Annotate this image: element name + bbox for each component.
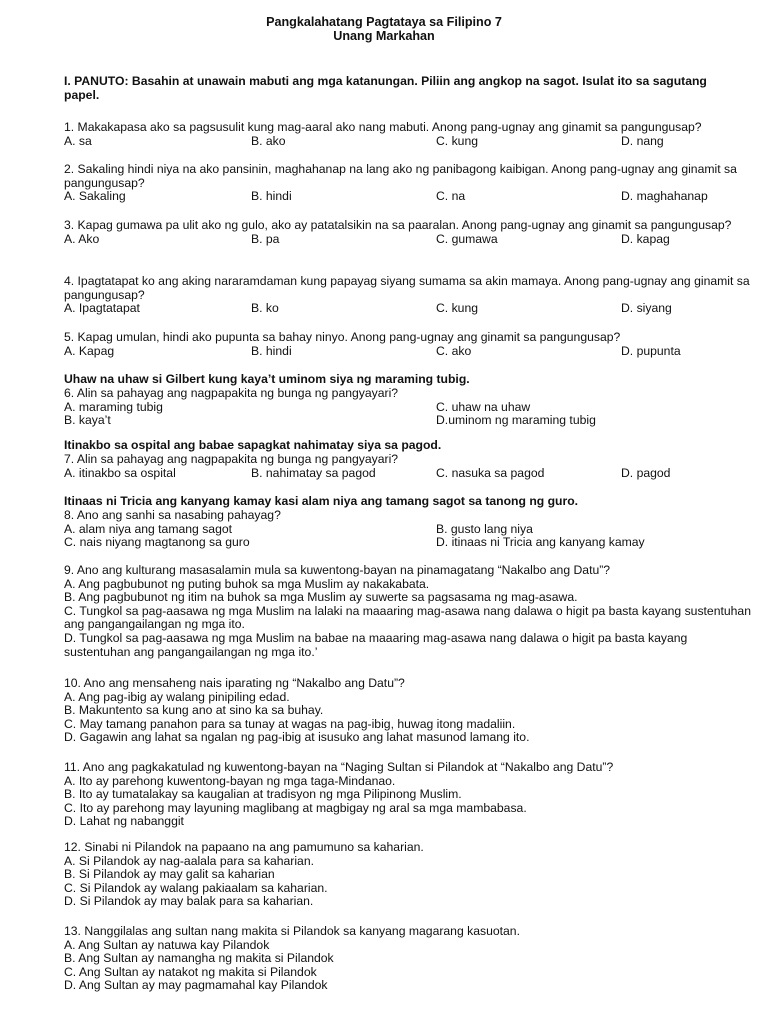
question-7-context: Itinakbo sa ospital ang babae sapagkat nahimatay siya sa pagod.	[64, 438, 442, 452]
option-d: D. Lahat ng nabanggit	[64, 814, 184, 829]
option-d: D. Si Pilandok ay may balak para sa kaharian.	[64, 894, 314, 909]
question-8	[64, 509, 754, 550]
option-d: D. itinaas ni Tricia ang kanyang kamay	[436, 535, 645, 550]
question-6-context: Uhaw na uhaw si Gilbert kung kaya’t uminom siya ng maraming tubig.	[64, 372, 470, 386]
question-stem: 4. Ipagtatapat ko ang aking nararamdaman kung papayag siyang sumama sa akin mamaya. Anong pang-ugnay ang ginamit sa pangungusap?	[64, 274, 750, 302]
option-d: D. pupunta	[621, 343, 681, 358]
question-stem: 10. Ano ang mensaheng nais iparating ng “Nakalbo ang Datu”?	[64, 676, 405, 690]
option-c: C. nasuka sa pagod	[436, 465, 545, 480]
option-a: A. Ang Sultan ay natuwa kay Pilandok	[64, 937, 270, 952]
question-stem: 9. Ano ang kulturang masasalamin mula sa kuwentong-bayan na pinamagatang “Nakalbo ang Datu”?	[64, 563, 611, 577]
question-stem: 5. Kapag umulan, hindi ako pupunta sa bahay ninyo. Anong pang-ugnay ang ginamit sa pangungusap?	[64, 330, 621, 344]
options-row	[64, 135, 754, 149]
option-b: B. Makuntento sa kung ano at sino ka sa buhay.	[64, 703, 324, 718]
option-a: A. itinakbo sa ospital	[64, 465, 176, 480]
question-8-context: Itinaas ni Tricia ang kanyang kamay kasi alam niya ang tamang sagot sa tanong ng guro.	[64, 494, 579, 508]
option-d: D. maghahanap	[621, 189, 708, 204]
option-c: C. kung	[436, 301, 479, 316]
document-subtitle: Unang Markahan	[333, 29, 435, 43]
option-a: A. Si Pilandok ay nag-aalala para sa kaharian.	[64, 853, 314, 868]
option-c: C. ako	[436, 343, 472, 358]
question-5	[64, 331, 754, 358]
question-stem: 6. Alin sa pahayag ang nagpapakita ng bunga ng pangyayari?	[64, 386, 399, 400]
option-a: A. Sakaling	[64, 189, 126, 204]
options-row	[64, 233, 754, 247]
question-10	[64, 677, 754, 745]
question-12	[64, 841, 754, 909]
option-d: D. siyang	[621, 301, 672, 316]
option-b: B. nahimatay sa pagod	[251, 465, 376, 480]
option-a: A. alam niya ang tamang sagot	[64, 521, 233, 536]
option-b: B. pa	[251, 231, 280, 246]
options-row	[64, 467, 754, 481]
option-d: D. Ang Sultan ay may pagmamahal kay Pilandok	[64, 978, 328, 993]
option-c: C. nais niyang magtanong sa guro	[64, 535, 250, 550]
option-a: A. Ang pag-ibig ay walang pinipiling edad.	[64, 689, 290, 704]
question-2	[64, 163, 754, 204]
question-1	[64, 121, 754, 148]
options-row	[64, 523, 754, 537]
option-b: B. ko	[251, 301, 279, 316]
option-d: D. nang	[621, 133, 664, 148]
option-d: D.uminom ng maraming tubig	[436, 413, 596, 428]
option-a: A. Ang pagbubunot ng puting buhok sa mga Muslim ay nakakabata.	[64, 576, 430, 591]
option-b: B. ako	[251, 133, 286, 148]
option-d: D. Tungkol sa pag-aasawa ng mga Muslim na babae na maaaring mag-asawa nang dalawa o higit pa basta kayang sustentuhan ang pangangailangan ng mga ito.’	[64, 630, 688, 659]
option-a: A. maraming tubig	[64, 399, 163, 414]
option-d: D. Gagawin ang lahat sa ngalan ng pag-ibig at isusuko ang lahat masunod lamang ito.	[64, 730, 530, 745]
option-c: C. na	[436, 189, 466, 204]
question-stem: 13. Nanggilalas ang sultan nang makita si Pilandok sa kanyang magarang kasuotan.	[64, 924, 520, 938]
option-a: A. Ito ay parehong kuwentong-bayan ng mga taga-Mindanao.	[64, 773, 396, 788]
question-3	[64, 219, 754, 246]
document-header	[0, 15, 768, 43]
options-row	[64, 536, 754, 550]
option-d: D. pagod	[621, 465, 671, 480]
question-11	[64, 761, 754, 829]
question-6	[64, 387, 754, 428]
option-b: B. Si Pilandok ay may galit sa kaharian	[64, 867, 275, 882]
options-row	[64, 190, 754, 204]
option-c: C. Si Pilandok ay walang pakiaalam sa kaharian.	[64, 880, 328, 895]
option-b: B. hindi	[251, 343, 292, 358]
question-stem: 11. Ano ang pagkakatulad ng kuwentong-bayan na “Naging Sultan si Pilandok at “Nakalbo ang Datu”?	[64, 760, 614, 774]
option-a: A. Ako	[64, 231, 100, 246]
question-stem: 8. Ano ang sanhi sa nasabing pahayag?	[64, 508, 281, 522]
option-b: B. Ang Sultan ay namangha ng makita si Pilandok	[64, 951, 334, 966]
option-a: A. Kapag	[64, 343, 115, 358]
options-row	[64, 401, 754, 415]
document-title: Pangkalahatang Pagtataya sa Filipino 7	[266, 15, 502, 29]
option-b: B. Ito ay tumatalakay sa kaugalian at tradisyon ng mga Pilipinong Muslim.	[64, 787, 462, 802]
option-b: B. kaya’t	[64, 413, 111, 428]
question-13	[64, 925, 754, 993]
option-d: D. kapag	[621, 231, 670, 246]
option-c: C. gumawa	[436, 231, 498, 246]
question-9	[64, 564, 754, 659]
option-a: A. sa	[64, 133, 92, 148]
option-c: C. Ito ay parehong may layuning maglibang at magbigay ng aral sa mga mambabasa.	[64, 800, 527, 815]
question-stem: 12. Sinabi ni Pilandok na papaano na ang pamumuno sa kaharian.	[64, 840, 424, 854]
option-a: A. Ipagtatapat	[64, 301, 140, 316]
option-b: B. Ang pagbubunot ng itim na buhok sa mga Muslim ay suwerte sa pagsasama ng mag-asawa.	[64, 590, 578, 605]
option-c: C. uhaw na uhaw	[436, 399, 531, 414]
option-c: C. May tamang panahon para sa tunay at wagas na pag-ibig, huwag itong madaliin.	[64, 716, 516, 731]
question-4	[64, 275, 754, 316]
option-c: C. Ang Sultan ay natakot ng makita si Pilandok	[64, 964, 317, 979]
question-stem: 7. Alin sa pahayag ang nagpapakita ng bunga ng pangyayari?	[64, 452, 399, 466]
question-stem: 3. Kapag gumawa pa ulit ako ng gulo, ako ay patatalsikin na sa paaralan. Anong pang-ugnay ang ginamit sa pangungusap?	[64, 218, 732, 232]
options-row	[64, 345, 754, 359]
question-7	[64, 453, 754, 480]
options-row	[64, 302, 754, 316]
option-b: B. hindi	[251, 189, 292, 204]
option-b: B. gusto lang niya	[436, 521, 533, 536]
option-c: C. kung	[436, 133, 479, 148]
options-row	[64, 414, 754, 428]
instructions: I. PANUTO: Basahin at unawain mabuti ang mga katanungan. Piliin ang angkop na sagot. Isulat ito sa sagutang papel.	[64, 74, 707, 102]
option-c: C. Tungkol sa pag-aasawa ng mga Muslim na lalaki na maaaring mag-asawa nang dalawa o higit pa basta kayang sustentuhan ang pangangailangan ng mga ito.	[64, 603, 751, 632]
question-stem: 2. Sakaling hindi niya na ako pansinin, maghahanap na lang ako ng panibagong kaibigan. Anong pang-ugnay ang ginamit sa pangungusap?	[64, 162, 737, 190]
question-stem: 1. Makakapasa ako sa pagsusulit kung mag-aaral ako nang mabuti. Anong pang-ugnay ang ginamit sa pangungusap?	[64, 120, 702, 134]
